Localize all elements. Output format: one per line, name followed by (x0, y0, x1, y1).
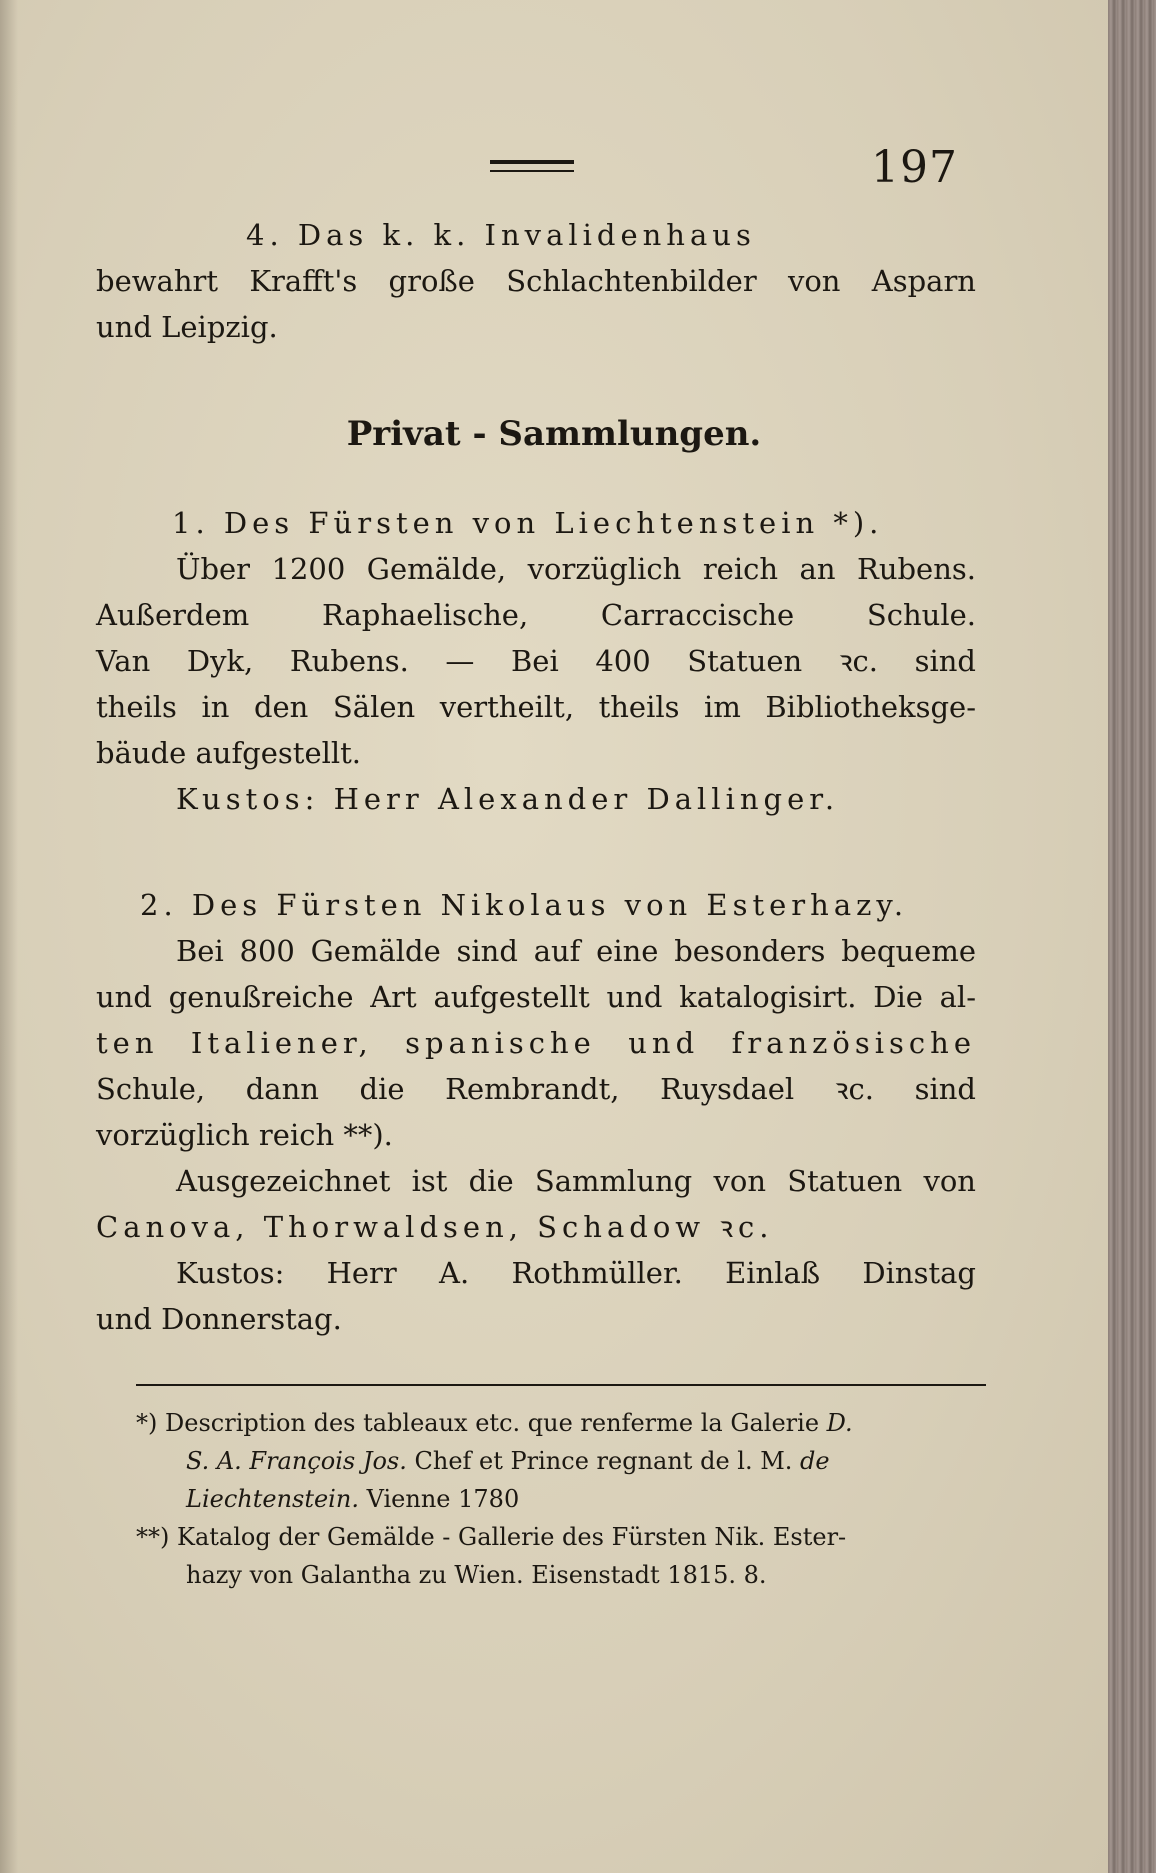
footnote-rule (136, 1384, 986, 1386)
body-line: vorzüglich reich **). (96, 1118, 393, 1152)
body-line: Außerdem Raphaelische, Carraccische Schule. (96, 598, 976, 632)
footnote-text: Vienne 1780 (366, 1485, 520, 1513)
header-rule (490, 160, 574, 172)
footnote-text: Description des tableaux etc. que renferme la Galerie (165, 1409, 820, 1437)
body-line: Schule, dann die Rembrandt, Ruysdael ꝛc. sind (96, 1072, 976, 1106)
footnote-text-italic: D. (826, 1409, 853, 1437)
body-line: und Donnerstag. (96, 1302, 342, 1336)
gutter-shadow (0, 0, 18, 1873)
footnote-2-line: hazy von Galantha zu Wien. Eisenstadt 1815. 8. (186, 1561, 767, 1589)
footnote-marker: *) (136, 1409, 158, 1437)
body-line: und Leipzig. (96, 310, 278, 344)
footnote-text: Katalog der Gemälde - Gallerie des Fürsten Nik. Ester- (177, 1523, 847, 1551)
invalidenhaus-block (96, 212, 976, 350)
body-line: Über 1200 Gemälde, vorzüglich reich an Rubens. (176, 552, 976, 586)
liechtenstein-heading: 1. Des Fürsten von Liechtenstein *). (172, 506, 884, 540)
footnote-1-line (136, 1442, 986, 1480)
footnote-marker: **) (136, 1523, 170, 1551)
body-line: bäude aufgestellt. (96, 736, 362, 770)
body-line: Van Dyk, Rubens. — Bei 400 Statuen ꝛc. sind (96, 644, 976, 678)
footnote-1-line (136, 1480, 986, 1518)
body-line: ten Italiener, spanische und französische (96, 1026, 976, 1060)
body-line: Kustos: Herr A. Rothmüller. Einlaß Dinstag (176, 1256, 976, 1290)
footnote-text: Chef et Prince regnant de l. M. (414, 1447, 793, 1475)
invalidenhaus-heading: 4. Das k. k. Invalidenhaus (246, 218, 756, 252)
esterhazy-heading: 2. Des Fürsten Nikolaus von Esterhazy. (140, 888, 909, 922)
body-line: bewahrt Krafft's große Schlachtenbilder von Asparn (96, 264, 976, 298)
footnote-text-italic: S. A. François Jos. (186, 1447, 407, 1475)
body-line: und genußreiche Art aufgestellt und katalogisirt. Die al- (96, 980, 976, 1014)
body-line: Ausgezeichnet ist die Sammlung von Statuen von (176, 1164, 976, 1198)
footnote-2-line (136, 1518, 986, 1556)
footnotes (136, 1404, 986, 1594)
page-fore-edge (1108, 0, 1156, 1873)
section-title: Privat - Sammlungen. (346, 414, 762, 454)
body-line: Canova, Thorwaldsen, Schadow ꝛc. (96, 1210, 774, 1244)
liechtenstein-block (96, 500, 976, 822)
footnote-1-line (136, 1404, 986, 1442)
footnote-text-italic: Liechtenstein. (186, 1485, 359, 1513)
page-number: 197 (871, 142, 958, 193)
body-line: theils in den Sälen vertheilt, theils im Bibliotheksge- (96, 690, 976, 724)
esterhazy-block (96, 882, 976, 1342)
footnote-text-italic: de (800, 1447, 830, 1475)
body-line: Bei 800 Gemälde sind auf eine besonders bequeme (176, 934, 976, 968)
kustos-line: Kustos: Herr Alexander Dallinger. (176, 782, 840, 816)
